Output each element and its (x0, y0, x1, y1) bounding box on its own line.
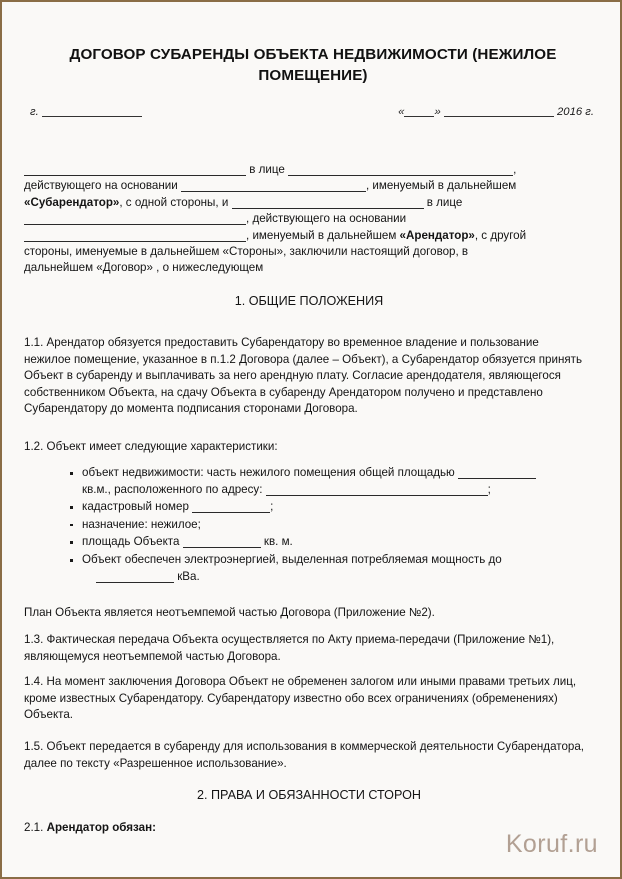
bullet-4-part-a: площадь Объекта (82, 535, 180, 549)
tenant-term: «Арендатор» (399, 228, 475, 242)
object-area-blank[interactable] (183, 536, 261, 548)
city-field (30, 106, 142, 118)
preamble-line-2 (24, 178, 590, 194)
party2-name-blank[interactable] (232, 197, 424, 209)
address-blank[interactable] (266, 484, 488, 496)
bullet-dot-icon (70, 506, 73, 509)
preamble-line-4 (24, 211, 590, 227)
party2-rep-blank[interactable] (24, 213, 246, 225)
bullet-2-part-b: ; (270, 500, 274, 514)
preamble-l4a: , действующего на основании (246, 212, 407, 226)
clause-2-1-text: Арендатор обязан: (46, 821, 156, 834)
power-capacity-blank[interactable] (96, 571, 174, 583)
party1-rep-blank[interactable] (288, 164, 513, 176)
quote-close: » (434, 106, 441, 118)
preamble-l3c: в лице (426, 195, 463, 209)
bullet-1-part-a: объект недвижимости: часть нежилого помещения общей площадью (82, 466, 455, 479)
watermark: Koruf.ru (505, 830, 598, 858)
page-title: ДОГОВОР СУБАРЕНДЫ ОБЪЕКТА НЕДВИЖИМОСТИ (НЕЖИЛОЕ ПОМЕЩЕНИЕ) (69, 46, 557, 84)
party2-basis-blank[interactable] (24, 230, 246, 242)
total-area-blank[interactable] (458, 467, 536, 479)
party1-name-blank[interactable] (24, 164, 246, 176)
clause-1-5: 1.5. Объект передается в субаренду для использования в коммерческой деятельности Субарендатора, далее по тексту «Разрешенное использование». (24, 740, 585, 770)
year-label: 2016 г. (557, 106, 594, 118)
bullet-2-part-a: кадастровый номер (82, 500, 189, 514)
preamble-line-5 (24, 228, 590, 244)
preamble-l1b: , (513, 163, 517, 176)
bullet-dot-icon (70, 559, 73, 562)
bullet-5-part-a: Объект обеспечен электроэнергией, выделенная потребляемая мощность до (82, 552, 502, 566)
date-field (398, 106, 594, 118)
preamble-line-6: стороны, именуемые в дальнейшем «Стороны», заключили настоящий договор, в (24, 244, 469, 258)
bullet-dot-icon (70, 472, 73, 475)
clause-1-3: 1.3. Фактическая передача Объекта осуществляется по Акту приема-передачи (Приложение №1), являющемуся неотъемпемой частью Договора. (24, 633, 555, 663)
page-content (24, 2, 602, 879)
day-blank[interactable] (404, 116, 434, 117)
clause-1-4: 1.4. На момент заключения Договора Объект не обременен залогом или иными правами третьих лиц, кроме известных Субарендатору. Субарендатору известно обо всех ограничениях (обременениях) Объекта. (24, 675, 577, 722)
preamble-l5c: , с другой (474, 228, 527, 242)
preamble-line-3 (24, 195, 590, 211)
preamble-line-7: дальнейшем «Договор» , о нижеследующем (24, 261, 264, 275)
list-item (68, 465, 588, 498)
plan-note: План Объекта является неотъемпемой частью Договора (Приложение №2). (24, 606, 435, 619)
bullet-dot-icon (70, 541, 73, 544)
bullet-5-part-b: кВа. (177, 569, 200, 583)
subtenant-term: «Субарендатор» (24, 195, 120, 209)
preamble-l2a: действующего на основании (24, 179, 178, 193)
bullet-1-part-c: ; (487, 482, 491, 496)
clause-1-2: 1.2. Объект имеет следующие характеристики: (24, 440, 278, 453)
city-label: г. (30, 106, 39, 118)
city-date-row (24, 106, 602, 126)
object-characteristics-list (68, 465, 588, 586)
list-item (68, 552, 588, 585)
section-2-heading: 2. ПРАВА И ОБЯЗАННОСТИ СТОРОН (197, 788, 421, 802)
bullet-4-part-b: кв. м. (263, 535, 293, 549)
preamble-l2b: , именуемый в дальнейшем (365, 179, 517, 193)
clause-1-1: 1.1. Арендатор обязуется предоставить Субарендатору во временное владение и пользование нежилое помещение, указанное в п.1.2 Договора (далее – Объект), а Субарендатор обязуется принять Объект в субаренду и выплачивать за него арендную плату. Согласие арендодателя, являющегося собственником Объекта, на сдачу Объекта в субаренду Арендатором получено и представлено Субарендатору до момента подписания сторонами Договора. (24, 336, 583, 416)
month-blank[interactable] (444, 116, 554, 117)
list-item (68, 534, 588, 551)
preamble-line-1 (24, 162, 590, 178)
bullet-1-part-b: кв.м., расположенного по адресу: (82, 482, 263, 496)
clause-2-1-number: 2.1. (24, 821, 44, 834)
bullet-3: назначение: нежилое; (82, 517, 201, 531)
preamble-l1a: в лице (249, 163, 285, 176)
preamble-l3b: , с одной стороны, и (119, 195, 229, 209)
list-item (68, 499, 588, 516)
section-1-heading: 1. ОБЩИЕ ПОЛОЖЕНИЯ (234, 294, 384, 308)
preamble-l5a: , именуемый в дальнейшем (246, 228, 397, 242)
preamble (24, 162, 590, 277)
cadastral-number-blank[interactable] (192, 501, 270, 513)
party1-basis-blank[interactable] (181, 180, 366, 192)
quote-open: « (398, 106, 405, 118)
list-item (68, 517, 588, 534)
city-blank[interactable] (42, 116, 142, 117)
clause-2-1 (24, 820, 586, 837)
bullet-dot-icon (70, 524, 73, 527)
